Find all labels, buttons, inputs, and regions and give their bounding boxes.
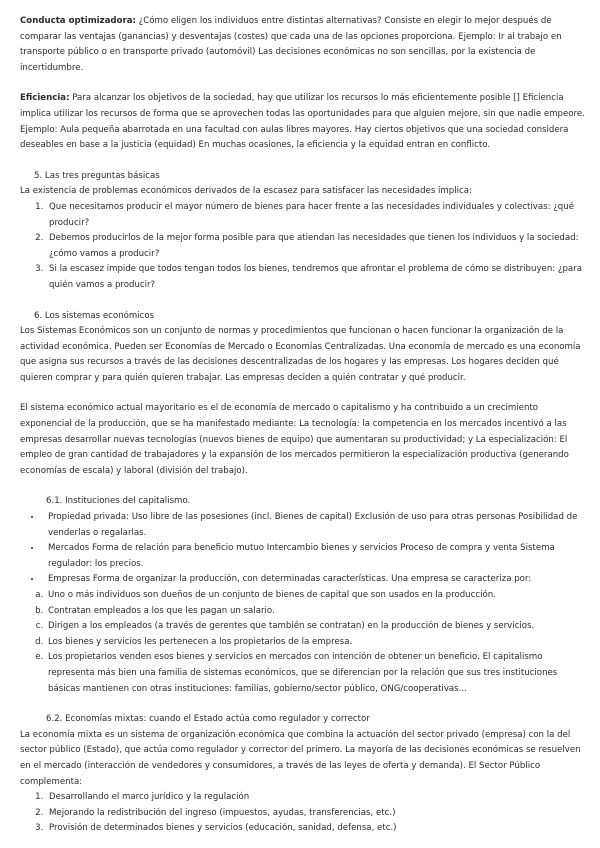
conducta-text: ¿Cómo eligen los individuos entre distintas alternativas? Consiste en elegir lo mejor después de comparar las ventajas (ganancias) y desventajas (costes) que cada una de las opciones proporciona. Ejemplo: Ir al trabajo en transporte público o en transporte privado (automóvil) Las decisiones económicas no son sencillas, por la existencia de incertidumbre.	[20, 16, 562, 73]
section-6-paragraph-1: Los Sistemas Económicos son un conjunto de normas y procedimientos que funcionan o hacen funcionar la organización de la actividad económica. Pueden ser Economías de Mercado o Economías Centralizadas. Una economía de mercado es una economía que asigna sus recursos a través de las decisiones descentralizadas de los hogares y las empresas. Los hogares deciden qué quieren comprar y para quién quieren trabajar. Las empresas deciden a quién contratar y qué producir.	[20, 326, 581, 383]
list-item: • Empresas Forma de organizar la producción, con determinadas características. Una empresa se caracteriza por:	[42, 572, 590, 588]
section-5-list	[20, 200, 590, 294]
conducta-paragraph	[20, 14, 590, 76]
list-item: 2. Mejorando la redistribución del ingreso (impuestos, ayudas, transferencias, etc.)	[46, 806, 590, 822]
list-item: • Mercados Forma de relación para beneficio mutuo Intercambio bienes y servicios Proceso de compra y venta Sistema regulador: los precios.	[42, 541, 590, 572]
eficiencia-paragraph	[20, 91, 590, 153]
public-sector-list	[20, 790, 590, 837]
list-item: 2. Debemos producirlos de la mejor forma posible para que atiendan las necesidades que tienen los individuos y la sociedad: ¿cómo vamos a producir?	[46, 231, 590, 262]
list-item: b. Contratan empleados a los que les pagan un salario.	[46, 604, 590, 620]
conducta-term: Conducta optimizadora:	[20, 16, 136, 26]
section-6-2-heading: 6.2. Economías mixtas: cuando el Estado actúa como regulador y corrector	[46, 714, 370, 725]
eficiencia-text: Para alcanzar los objetivos de la sociedad, hay que utilizar los recursos lo más eficientemente posible [] Eficiencia implica utilizar los recursos de forma que se aprovechen todas las oportunidades para que alguien mejore, sin que nadie empeore. Ejemplo: Aula pequeña abarrotada en una facultad con aulas libres mayores. Hay ciertos objetivos que una sociedad considera deseables en base a la justicia (equidad) En muchas ocasiones, la eficiencia y la equidad entran en conflicto.	[20, 93, 585, 151]
list-item: 3. Provisión de determinados bienes y servicios (educación, sanidad, defensa, etc.)	[46, 821, 590, 837]
section-5-intro: La existencia de problemas económicos derivados de la escasez para satisfacer las necesidades implica:	[20, 186, 472, 197]
institutions-list	[20, 510, 590, 588]
section-6-paragraph-2: El sistema económico actual mayoritario es el de economía de mercado o capitalismo y ha contribuido a un crecimiento exponencial de la producción, que se ha manifestado mediante: La tecnología: la competencia en los mercados incentivó a las empresas desarrollar nuevas tecnologías (nuevos bienes de equipo) que aumentaran su productividad; y La especialización: El empleo de gran cantidad de trabajadores y la expansión de los mercados permitieron la especialización productiva (generando economías de escala) y laboral (división del trabajo).	[20, 403, 569, 476]
section-6-2-intro: La economía mixta es un sistema de organización económica que combina la actuación del sector privado (empresa) con la del sector público (Estado), que actúa como regulador y corrector del primero. La mayoría de las decisiones económicas se resuelven en el mercado (interacción de vendedores y consumidores, a través de las leyes de oferta y demanda). El Sector Público complementa:	[20, 729, 581, 787]
list-item: 3. Si la escasez impide que todos tengan todos los bienes, tendremos que afrontar el problema de cómo se distribuyen: ¿para quién vamos a producir?	[46, 262, 590, 293]
list-item: a. Uno o más individuos son dueños de un conjunto de bienes de capital que son usados en la producción.	[46, 588, 590, 604]
list-item: d. Los bienes y servicios les pertenecen a los propietarios de la empresa.	[46, 635, 590, 651]
list-item: c. Dirigen a los empleados (a través de gerentes que también se contratan) en la producción de bienes y servicios.	[46, 619, 590, 635]
section-6-heading: 6. Los sistemas económicos	[34, 310, 155, 321]
list-item: • Propiedad privada: Uso libre de las posesiones (incl. Bienes de capital) Exclusión de uso para otras personas Posibilidad de venderlas o regalarlas.	[42, 510, 590, 541]
company-characteristics-list	[20, 588, 590, 697]
section-5-heading: 5. Las tres preguntas básicas	[34, 170, 160, 181]
eficiencia-term: Eficiencia:	[20, 93, 70, 104]
list-item: 1. Desarrollando el marco jurídico y la regulación	[46, 790, 590, 806]
list-item: 1. Que necesitamos producir el mayor número de bienes para hacer frente a las necesidades individuales y colectivas: ¿qué producir?	[46, 200, 590, 231]
section-6-1-heading: 6.1. Instituciones del capitalismo.	[46, 496, 191, 507]
list-item: e. Los propietarios venden esos bienes y servicios en mercados con intención de obtener un beneficio. El capitalismo representa más bien una familia de sistemas económicos, que se diferencian por la relación que sus tres instituciones básicas mantienen con otras instituciones: familias, gobierno/sector público, ONG/cooperativas...	[46, 650, 590, 697]
